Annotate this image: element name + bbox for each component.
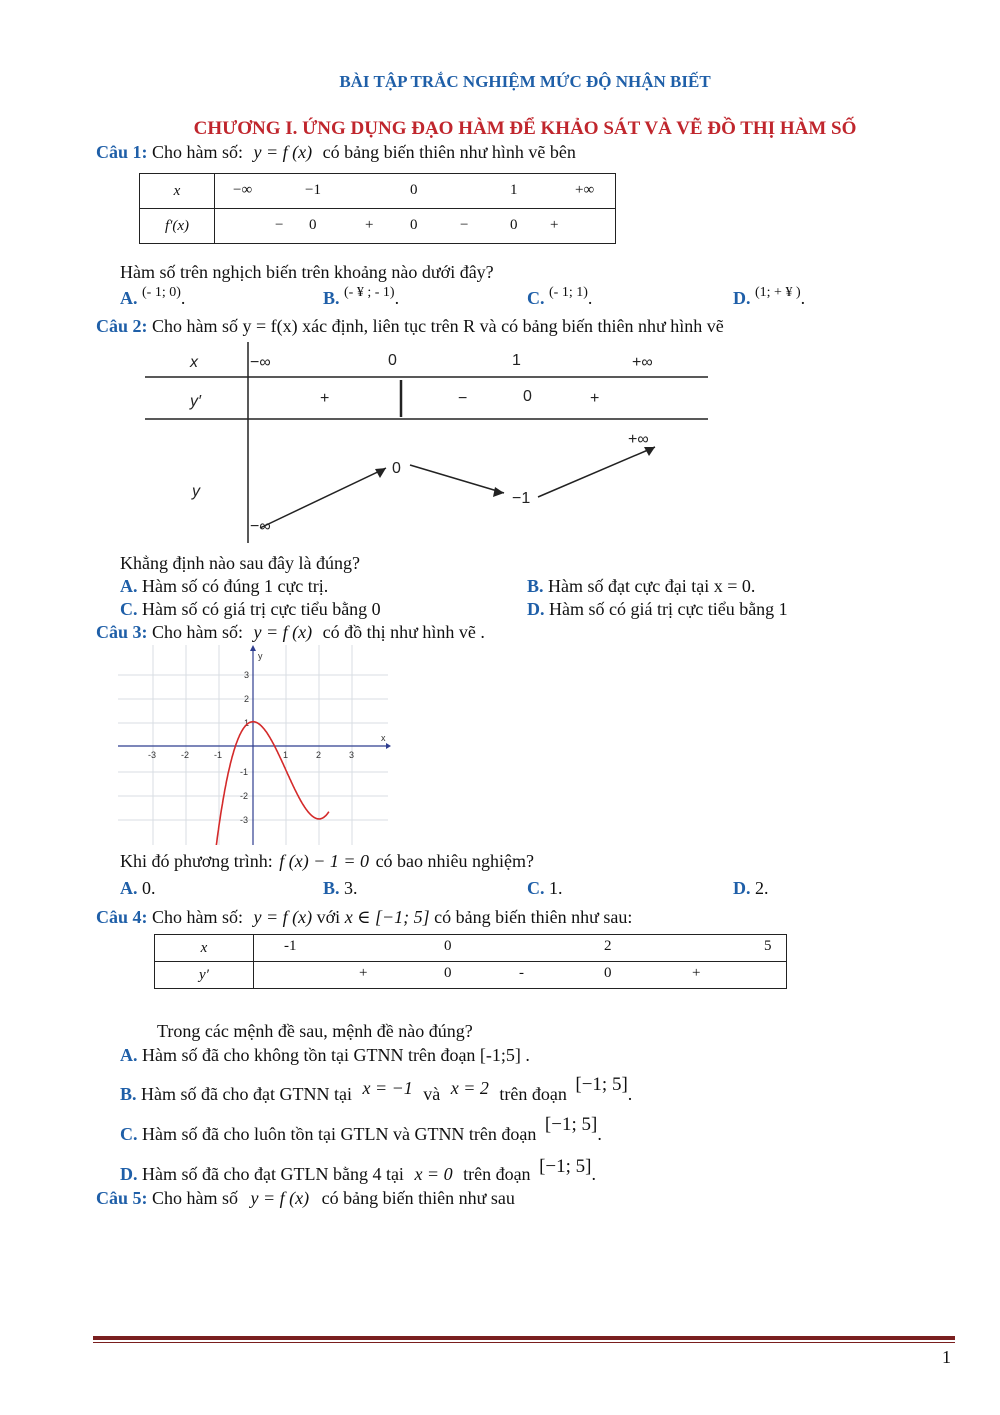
stem-text: có đồ thị như hình vẽ . (322, 622, 485, 642)
question-label: Câu 4: (96, 907, 148, 927)
table-head-yprime: y′ (155, 962, 254, 989)
option-key: B. (527, 576, 544, 596)
table-cell: −1 (305, 182, 321, 198)
prompt-text: Khi đó phương trình: (120, 851, 273, 871)
q2-option-a[interactable] (120, 576, 328, 597)
math-expression: [−1; 5] (544, 1114, 598, 1135)
table-cell: −1 (512, 490, 531, 507)
table-head-y: y (192, 483, 200, 500)
option-text: (- 1; 0) (142, 285, 181, 300)
question-label: Câu 2: (96, 316, 148, 336)
x-tick-label: -1 (214, 750, 223, 760)
q4-option-b[interactable] (120, 1074, 633, 1106)
footer-rule-thin (93, 1342, 955, 1343)
graph-axes (118, 649, 386, 845)
math-expression: x = 0 (414, 1164, 453, 1184)
option-key: A. (120, 878, 138, 898)
option-key: D. (733, 288, 751, 308)
table-cell: − (460, 217, 469, 233)
variation-table-q2 (140, 340, 720, 545)
function-expression: y = f (x) (253, 622, 313, 642)
option-key: B. (120, 1084, 137, 1104)
q1-option-d[interactable] (733, 285, 806, 309)
math-expression: x = 2 (450, 1078, 489, 1098)
x-tick-label: -2 (181, 750, 190, 760)
option-end: . (627, 1084, 633, 1104)
option-text: và (423, 1084, 441, 1104)
option-key: A. (120, 1045, 138, 1065)
table-cell: 5 (764, 938, 772, 954)
table-cell: + (550, 217, 559, 233)
stem-text: có bảng biến thiên như hình vẽ bên (322, 142, 576, 162)
table-cell: + (359, 965, 368, 981)
question-label: Câu 3: (96, 622, 148, 642)
table-cell: 0 (309, 217, 317, 233)
x-tick-label: -3 (148, 750, 157, 760)
table-cell: − (275, 217, 284, 233)
table-cell: 0 (392, 460, 401, 477)
option-key: B. (323, 878, 340, 898)
function-expression: y = f (x) (253, 142, 313, 162)
q3-option-d[interactable] (733, 878, 769, 899)
table-cell: 0 (510, 217, 518, 233)
question-label: Câu 5: (96, 1188, 148, 1208)
y-tick-label: 3 (244, 670, 250, 680)
table-head-fprime: f′(x) (140, 209, 215, 244)
math-expression: x = −1 (362, 1078, 413, 1098)
option-text: 3. (344, 878, 358, 898)
table-cell: 2 (604, 938, 612, 954)
table-cell: −∞ (233, 182, 253, 198)
y-tick-label: 2 (244, 694, 250, 704)
option-key: C. (120, 599, 138, 619)
function-expression: y = f (x) (250, 1188, 310, 1208)
question-label: Câu 1: (96, 142, 148, 162)
table-cell: 0 (410, 217, 418, 233)
variation-table-q4 (154, 934, 787, 989)
q3-option-a[interactable] (120, 878, 156, 899)
x-axis-label: x (381, 733, 386, 743)
option-text: 1. (549, 878, 563, 898)
option-key: C. (527, 288, 545, 308)
stem-text: Cho hàm số y = f(x) xác định, liên tục trên R và có bảng biến thiên như hình vẽ (152, 316, 724, 336)
option-key: D. (527, 599, 545, 619)
option-text: Hàm số có đúng 1 cực trị. (142, 576, 329, 596)
stem-text: có bảng biến thiên như sau: (434, 907, 633, 927)
table-cell: 1 (510, 182, 518, 198)
option-key: C. (120, 1124, 138, 1144)
question-1-prompt: Hàm số trên nghịch biến trên khoảng nào dưới đây? (120, 262, 494, 282)
option-text: trên đoạn (499, 1084, 567, 1104)
option-text: Hàm số có giá trị cực tiểu bằng 0 (142, 599, 381, 619)
table-cell: 0 (388, 352, 397, 369)
question-2-stem (96, 316, 724, 337)
function-curve (216, 722, 329, 845)
footer-rule (93, 1336, 955, 1340)
option-text: Hàm số đã cho đạt GTNN tại (141, 1084, 352, 1104)
table-cell: − (458, 390, 468, 407)
x-tick-label: 1 (283, 750, 289, 760)
table-cell: + (320, 390, 330, 407)
stem-text: Cho hàm số: (152, 907, 244, 927)
stem-text: Cho hàm số: (152, 142, 244, 162)
table-cell: +∞ (575, 182, 595, 198)
y-tick-label: -1 (240, 767, 249, 777)
option-text: (- 1; 1) (549, 285, 588, 300)
chapter-heading: CHƯƠNG I. ỨNG DỤNG ĐẠO HÀM ĐỂ KHẢO SÁT VÀ VẼ ĐỒ THỊ HÀM SỐ (193, 118, 857, 139)
table-cell: 1 (512, 352, 521, 369)
q3-option-b[interactable] (323, 878, 358, 899)
option-end: . (800, 288, 806, 308)
option-key: D. (733, 878, 751, 898)
domain-expression: x ∈ [−1; 5] (344, 907, 430, 927)
q1-option-c[interactable] (527, 285, 593, 309)
q4-option-c[interactable] (120, 1114, 602, 1146)
table-cell: +∞ (632, 354, 653, 371)
q1-option-b[interactable] (323, 285, 400, 309)
question-4-prompt: Trong các mệnh đề sau, mệnh đề nào đúng? (157, 1021, 473, 1041)
table-head-x: x (140, 174, 215, 209)
table-cell: + (590, 390, 600, 407)
x-axis-arrow (386, 743, 391, 749)
option-key: A. (120, 576, 138, 596)
q4-option-d[interactable] (120, 1156, 596, 1186)
y-axis-label: y (258, 651, 263, 661)
x-tick-label: 3 (349, 750, 355, 760)
table-cell: 0 (410, 182, 418, 198)
math-expression: [−1; 5] (575, 1074, 628, 1095)
option-text: 2. (755, 878, 769, 898)
table-row-x (254, 935, 787, 962)
x-tick-label: 2 (316, 750, 322, 760)
q2-option-c[interactable] (120, 599, 381, 620)
question-1-stem (96, 142, 576, 163)
option-text: Hàm số đã cho luôn tồn tại GTLN và GTNN trên đoạn (142, 1124, 537, 1144)
option-key: D. (120, 1164, 138, 1184)
table-cell: −∞ (250, 354, 271, 371)
option-end: . (180, 288, 186, 308)
option-end: . (597, 1124, 602, 1144)
stem-text: có bảng biến thiên như sau (321, 1188, 515, 1208)
option-text: (- ¥ ; - 1) (344, 285, 395, 300)
table-row-yprime (254, 962, 787, 989)
y-tick-label: -3 (240, 815, 249, 825)
option-text: Hàm số có giá trị cực tiểu bằng 1 (549, 599, 788, 619)
table-cell: -1 (284, 938, 297, 954)
option-key: C. (527, 878, 545, 898)
question-3-prompt (120, 851, 534, 872)
option-key: B. (323, 288, 340, 308)
option-text: 0. (142, 878, 156, 898)
math-expression: [−1; 5] (539, 1156, 592, 1177)
variation-table-q1 (139, 173, 616, 244)
option-text: Hàm số đã cho không tồn tại GTNN trên đoạn [-1;5] . (142, 1045, 530, 1065)
option-end: . (394, 288, 400, 308)
table-cell: 0 (604, 965, 612, 981)
table-row-fprime (215, 209, 616, 244)
function-expression: y = f (x) (253, 907, 313, 927)
stem-text: Cho hàm số (152, 1188, 239, 1208)
y-tick-label: 1 (244, 718, 250, 728)
table-row-x (215, 174, 616, 209)
q4-option-a[interactable] (120, 1045, 530, 1066)
prompt-text: có bao nhiêu nghiệm? (375, 851, 535, 871)
option-end: . (587, 288, 593, 308)
q1-option-a[interactable] (120, 285, 186, 309)
option-end: . (591, 1164, 596, 1184)
question-4-stem (96, 907, 632, 928)
table-cell: +∞ (628, 431, 649, 448)
option-text: (1; + ¥ ) (755, 285, 801, 300)
y-axis-arrow (250, 645, 256, 651)
equation: f (x) − 1 = 0 (279, 851, 370, 871)
table-head-yprime: y′ (190, 393, 201, 410)
q3-option-c[interactable] (527, 878, 563, 899)
table-cell: 0 (444, 938, 452, 954)
table-head-x: x (155, 935, 254, 962)
table-head-x: x (190, 354, 198, 371)
page-number: 1 (942, 1347, 951, 1367)
question-5-stem (96, 1188, 515, 1209)
table-cell: + (365, 217, 374, 233)
option-key: A. (120, 288, 138, 308)
option-text: Hàm số đã cho đạt GTLN bằng 4 tại (142, 1164, 404, 1184)
question-2-prompt: Khẳng định nào sau đây là đúng? (120, 553, 360, 573)
table-cell: 0 (444, 965, 452, 981)
document-title: BÀI TẬP TRẮC NGHIỆM MỨC ĐỘ NHẬN BIẾT (339, 72, 711, 91)
q2-option-d[interactable] (527, 599, 788, 620)
table-cell: 0 (523, 388, 532, 405)
q2-option-b[interactable] (527, 576, 755, 597)
table-cell: −∞ (250, 518, 271, 535)
table-cell: - (519, 965, 524, 981)
question-3-stem (96, 622, 485, 643)
stem-text: Cho hàm số: (152, 622, 244, 642)
stem-text: với (316, 907, 341, 927)
option-text: Hàm số đạt cực đại tại x = 0. (548, 576, 756, 596)
table-cell: + (692, 965, 701, 981)
y-tick-label: -2 (240, 791, 249, 801)
option-text: trên đoạn (463, 1164, 531, 1184)
function-graph (118, 645, 393, 845)
